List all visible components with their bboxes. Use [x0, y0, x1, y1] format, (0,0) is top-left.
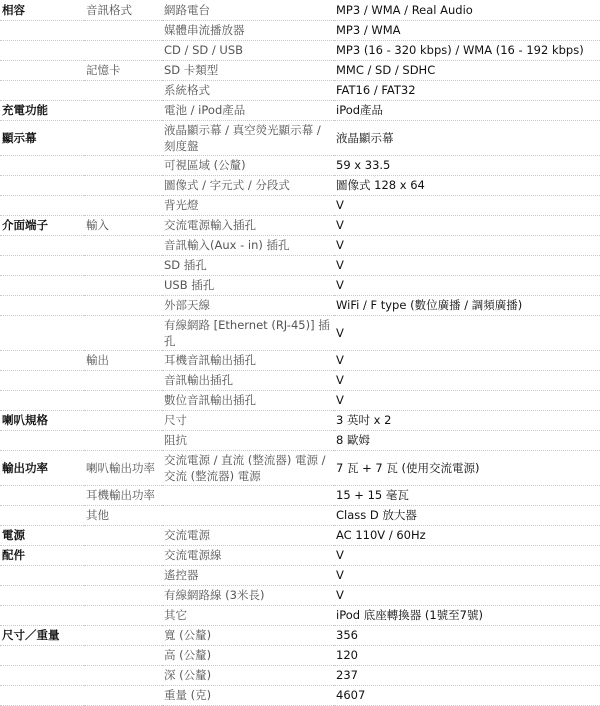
value-cell: 120 — [334, 645, 600, 665]
item-cell: 交流電源線 — [162, 545, 334, 565]
subcategory-cell — [84, 315, 162, 350]
category-cell — [0, 685, 84, 705]
spec-row — [0, 295, 600, 315]
item-cell: 媒體串流播放器 — [162, 20, 334, 40]
category-cell: 配件 — [0, 545, 84, 565]
spec-row — [0, 0, 600, 20]
item-cell: 音訊輸入(Aux - in) 插孔 — [162, 235, 334, 255]
value-cell: V — [334, 195, 600, 215]
item-cell: CD / SD / USB — [162, 40, 334, 60]
value-cell: V — [334, 235, 600, 255]
spec-row — [0, 545, 600, 565]
category-cell — [0, 60, 84, 80]
spec-row — [0, 195, 600, 215]
category-cell — [0, 175, 84, 195]
item-cell: 高 (公釐) — [162, 645, 334, 665]
subcategory-cell — [84, 275, 162, 295]
value-cell: V — [334, 315, 600, 350]
value-cell: 59 x 33.5 — [334, 155, 600, 175]
category-cell — [0, 505, 84, 525]
spec-row — [0, 215, 600, 235]
spec-row — [0, 430, 600, 450]
spec-row — [0, 350, 600, 370]
item-cell: 交流電源輸入插孔 — [162, 215, 334, 235]
subcategory-cell — [84, 235, 162, 255]
value-cell: MP3 / WMA — [334, 20, 600, 40]
subcategory-cell — [84, 585, 162, 605]
subcategory-cell — [84, 665, 162, 685]
item-cell: 交流電源 / 直流 (整流器) 電源 / 交流 (整流器) 電源 — [162, 450, 334, 485]
spec-row — [0, 525, 600, 545]
item-cell: 寬 (公釐) — [162, 625, 334, 645]
subcategory-cell — [84, 685, 162, 705]
spec-row — [0, 155, 600, 175]
subcategory-cell — [84, 100, 162, 120]
spec-row — [0, 585, 600, 605]
category-cell: 充電功能 — [0, 100, 84, 120]
subcategory-cell — [84, 410, 162, 430]
item-cell: SD 卡類型 — [162, 60, 334, 80]
item-cell: 尺寸 — [162, 410, 334, 430]
spec-row — [0, 565, 600, 585]
item-cell: SD 插孔 — [162, 255, 334, 275]
category-cell — [0, 255, 84, 275]
category-cell: 介面端子 — [0, 215, 84, 235]
category-cell: 喇叭規格 — [0, 410, 84, 430]
subcategory-cell: 耳機輸出功率 — [84, 485, 162, 505]
spec-row — [0, 175, 600, 195]
item-cell: 遙控器 — [162, 565, 334, 585]
subcategory-cell — [84, 295, 162, 315]
spec-row — [0, 315, 600, 350]
subcategory-cell — [84, 645, 162, 665]
category-cell — [0, 390, 84, 410]
item-cell: 可視區域 (公釐) — [162, 155, 334, 175]
subcategory-cell — [84, 565, 162, 585]
item-cell: 有線網路線 (3米長) — [162, 585, 334, 605]
spec-row — [0, 120, 600, 155]
category-cell — [0, 40, 84, 60]
item-cell — [162, 505, 334, 525]
subcategory-cell: 音訊格式 — [84, 0, 162, 20]
value-cell: V — [334, 585, 600, 605]
subcategory-cell: 輸出 — [84, 350, 162, 370]
spec-row — [0, 20, 600, 40]
spec-row — [0, 625, 600, 645]
value-cell: V — [334, 275, 600, 295]
spec-row — [0, 645, 600, 665]
value-cell: MP3 / WMA / Real Audio — [334, 0, 600, 20]
item-cell: 電池 / iPod產品 — [162, 100, 334, 120]
item-cell: 外部天線 — [162, 295, 334, 315]
value-cell: V — [334, 565, 600, 585]
item-cell: 背光燈 — [162, 195, 334, 215]
category-cell — [0, 605, 84, 625]
value-cell: Class D 放大器 — [334, 505, 600, 525]
value-cell: FAT16 / FAT32 — [334, 80, 600, 100]
item-cell: 重量 (克) — [162, 685, 334, 705]
spec-row — [0, 505, 600, 525]
subcategory-cell: 喇叭輸出功率 — [84, 450, 162, 485]
category-cell — [0, 275, 84, 295]
value-cell: iPod產品 — [334, 100, 600, 120]
value-cell: V — [334, 545, 600, 565]
value-cell: 4607 — [334, 685, 600, 705]
value-cell: MP3 (16 - 320 kbps) / WMA (16 - 192 kbps) — [334, 40, 600, 60]
item-cell: 圖像式 / 字元式 / 分段式 — [162, 175, 334, 195]
value-cell: 356 — [334, 625, 600, 645]
subcategory-cell — [84, 545, 162, 565]
category-cell — [0, 235, 84, 255]
category-cell — [0, 350, 84, 370]
value-cell: 3 英吋 x 2 — [334, 410, 600, 430]
value-cell: V — [334, 215, 600, 235]
category-cell — [0, 370, 84, 390]
value-cell: iPod 底座轉換器 (1號至7號) — [334, 605, 600, 625]
category-cell — [0, 665, 84, 685]
category-cell — [0, 80, 84, 100]
subcategory-cell — [84, 430, 162, 450]
category-cell: 尺寸／重量 — [0, 625, 84, 645]
subcategory-cell — [84, 155, 162, 175]
item-cell: 有線網路 [Ethernet (RJ-45)] 插孔 — [162, 315, 334, 350]
subcategory-cell — [84, 255, 162, 275]
category-cell — [0, 585, 84, 605]
subcategory-cell — [84, 195, 162, 215]
value-cell: 8 歐姆 — [334, 430, 600, 450]
category-cell — [0, 20, 84, 40]
subcategory-cell — [84, 20, 162, 40]
spec-row — [0, 60, 600, 80]
value-cell: AC 110V / 60Hz — [334, 525, 600, 545]
spec-row — [0, 370, 600, 390]
spec-row — [0, 80, 600, 100]
subcategory-cell — [84, 390, 162, 410]
spec-row — [0, 255, 600, 275]
item-cell: 深 (公釐) — [162, 665, 334, 685]
subcategory-cell — [84, 40, 162, 60]
spec-row — [0, 100, 600, 120]
spec-row — [0, 685, 600, 705]
subcategory-cell — [84, 525, 162, 545]
item-cell: 網路電台 — [162, 0, 334, 20]
item-cell: 耳機音訊輸出插孔 — [162, 350, 334, 370]
value-cell: 15 + 15 毫瓦 — [334, 485, 600, 505]
category-cell — [0, 155, 84, 175]
subcategory-cell — [84, 605, 162, 625]
spec-row — [0, 450, 600, 485]
value-cell: 7 瓦 + 7 瓦 (使用交流電源) — [334, 450, 600, 485]
spec-row — [0, 485, 600, 505]
item-cell — [162, 485, 334, 505]
category-cell — [0, 485, 84, 505]
value-cell: 液晶顯示幕 — [334, 120, 600, 155]
item-cell: 阻抗 — [162, 430, 334, 450]
subcategory-cell — [84, 80, 162, 100]
subcategory-cell: 輸入 — [84, 215, 162, 235]
spec-row — [0, 410, 600, 430]
subcategory-cell — [84, 175, 162, 195]
item-cell: 系統格式 — [162, 80, 334, 100]
subcategory-cell: 其他 — [84, 505, 162, 525]
value-cell: V — [334, 350, 600, 370]
item-cell: 音訊輸出插孔 — [162, 370, 334, 390]
spec-row — [0, 605, 600, 625]
subcategory-cell — [84, 370, 162, 390]
item-cell: 其它 — [162, 605, 334, 625]
category-cell — [0, 195, 84, 215]
category-cell — [0, 315, 84, 350]
value-cell: V — [334, 390, 600, 410]
value-cell: V — [334, 255, 600, 275]
value-cell: V — [334, 370, 600, 390]
category-cell — [0, 645, 84, 665]
value-cell: WiFi / F type (數位廣播 / 調頻廣播) — [334, 295, 600, 315]
spec-row — [0, 390, 600, 410]
subcategory-cell — [84, 625, 162, 645]
item-cell: 液晶顯示幕 / 真空熒光顯示幕 / 刻度盤 — [162, 120, 334, 155]
spec-row — [0, 665, 600, 685]
category-cell — [0, 295, 84, 315]
category-cell: 電源 — [0, 525, 84, 545]
category-cell: 相容 — [0, 0, 84, 20]
spec-row — [0, 235, 600, 255]
category-cell: 顯示幕 — [0, 120, 84, 155]
value-cell: MMC / SD / SDHC — [334, 60, 600, 80]
category-cell — [0, 430, 84, 450]
value-cell: 圖像式 128 x 64 — [334, 175, 600, 195]
spec-row — [0, 275, 600, 295]
value-cell: 237 — [334, 665, 600, 685]
item-cell: 數位音訊輸出插孔 — [162, 390, 334, 410]
category-cell: 輸出功率 — [0, 450, 84, 485]
item-cell: 交流電源 — [162, 525, 334, 545]
spec-row — [0, 40, 600, 60]
item-cell: USB 插孔 — [162, 275, 334, 295]
subcategory-cell: 記憶卡 — [84, 60, 162, 80]
subcategory-cell — [84, 120, 162, 155]
category-cell — [0, 565, 84, 585]
